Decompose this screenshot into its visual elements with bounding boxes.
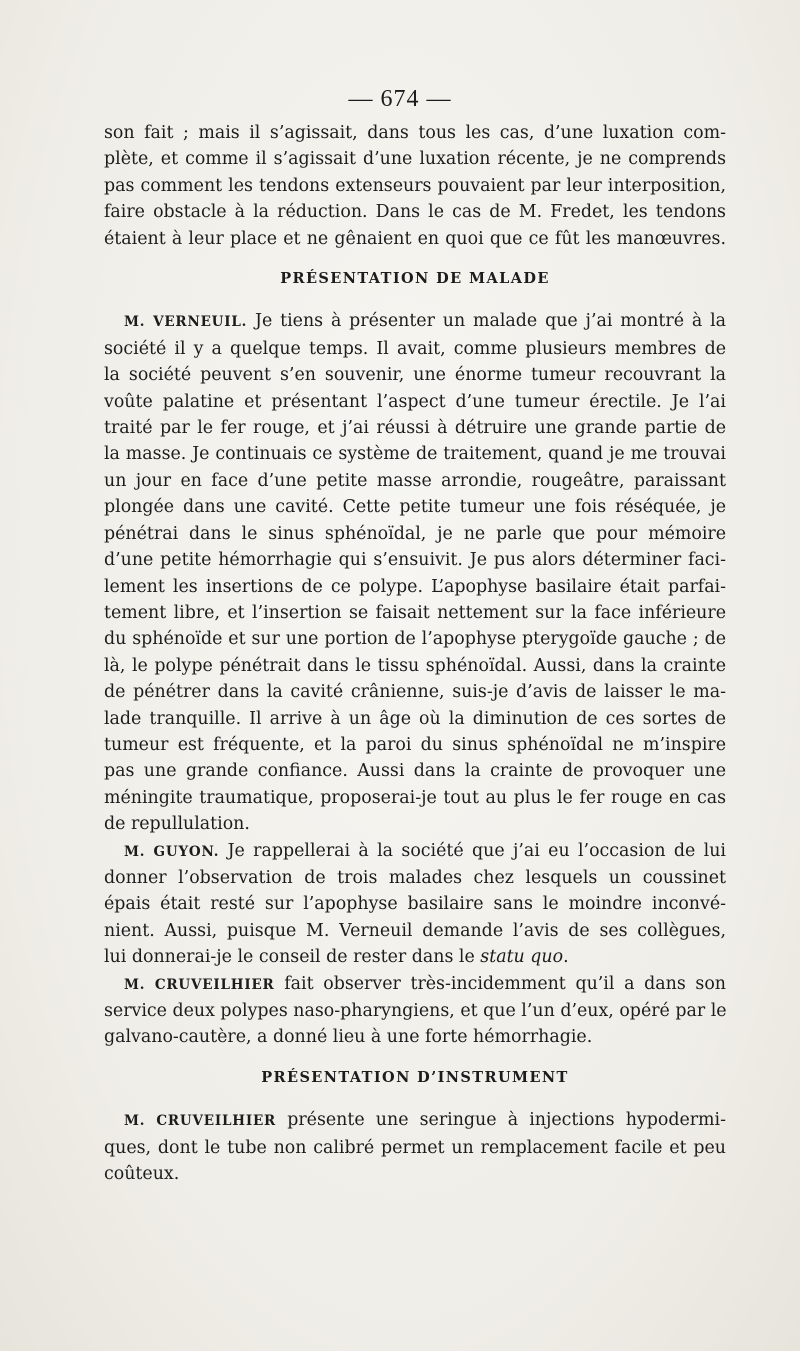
page-number: — 674 — [348, 86, 452, 112]
text-line: tement libre, et l’insertion se faisait nettement sur la face inférieure [104, 602, 726, 623]
paragraph-cruveilhier-1 [104, 971, 726, 1051]
text-line: coûteux. [104, 1164, 180, 1185]
text-line: tumeur est fréquente, et la paroi du sinus sphénoïdal ne m’inspire [104, 734, 726, 755]
text-line: lement les insertions de ce polype. L’apophyse basilaire était parfai- [104, 576, 726, 597]
text-line: son fait ; mais il s’agissait, dans tous les cas, d’une luxation com- [104, 123, 726, 143]
section-heading-malade: PRÉSENTATION DE MALADE [280, 270, 550, 288]
paragraph-guyon [104, 838, 726, 971]
text-line: M. CRUVEILHIER présente une seringue à injections hypodermi- [124, 1110, 726, 1131]
text-line: faire obstacle à la réduction. Dans le cas de M. Fredet, les tendons [104, 202, 726, 223]
text-line: pas une grande confiance. Aussi dans la crainte de provoquer une [104, 761, 726, 782]
italic-phrase: statu quo [480, 947, 564, 968]
text-line: pas comment les tendons extenseurs pouvaient par leur interposition, [104, 175, 726, 196]
page-body [104, 120, 726, 1187]
text-line: la masse. Je continuais ce système de traitement, quand je me trouvai [104, 444, 726, 465]
text-line: plète, et comme il s’agissait d’une luxation récente, je ne comprends [104, 149, 726, 170]
text-line: voûte palatine et présentant l’aspect d’une tumeur érectile. Je l’ai [104, 391, 726, 412]
text-line: de repullulation. [104, 814, 250, 835]
speaker-name: M. CRUVEILHIER [124, 1113, 277, 1130]
text-line: société il y a quelque temps. Il avait, comme plusieurs membres de [104, 338, 726, 359]
text-line: d’une petite hémorrhagie qui s’ensuivit. Je pus alors déterminer faci- [104, 550, 726, 571]
text-line: galvano-cautère, a donné lieu à une forte hémorrhagie. [104, 1027, 593, 1048]
paragraph-cruveilhier-2 [104, 1107, 726, 1187]
text-line: donner l’observation de trois malades chez lesquels un coussinet [104, 867, 726, 888]
text-line: traité par le fer rouge, et j’ai réussi à détruire une grande partie de [104, 418, 726, 439]
text-line: ques, dont le tube non calibré permet un remplacement facile et peu [104, 1137, 726, 1158]
text-line: M. CRUVEILHIER fait observer très-incidemment qu’il a dans son [124, 973, 726, 994]
text-line: M. GUYON. Je rappellerai à la société que j’ai eu l’occasion de lui [124, 840, 726, 861]
text-line: lui donnerai-je le conseil de rester dans le statu quo. [104, 947, 569, 968]
text-line: nient. Aussi, puisque M. Verneuil demande l’avis de ses collègues, [104, 920, 726, 941]
speaker-name: M. GUYON. [124, 843, 220, 860]
speaker-name: M. VERNEUIL. [124, 314, 248, 331]
text-line: étaient à leur place et ne gênaient en quoi que ce fût les manœuvres. [104, 228, 726, 249]
text-line: plongée dans une cavité. Cette petite tumeur une fois réséquée, je [104, 497, 726, 518]
text-line: de pénétrer dans la cavité crânienne, suis-je d’avis de laisser le ma- [104, 682, 726, 703]
section-heading-instrument: PRÉSENTATION D’INSTRUMENT [261, 1068, 569, 1086]
text-line: un jour en face d’une petite masse arrondie, rougeâtre, paraissant [104, 470, 726, 491]
text-line: pénétrai dans le sinus sphénoïdal, je ne parle que pour mémoire [104, 523, 726, 544]
text-line: service deux polypes naso-pharyngiens, et que l’un d’eux, opéré par le [104, 1001, 727, 1021]
text-line: méningite traumatique, proposerai-je tout au plus le fer rouge en cas [104, 787, 726, 808]
text-line: M. VERNEUIL. Je tiens à présenter un malade que j’ai montré à la [124, 311, 727, 332]
text-line: là, le polype pénétrait dans le tissu sphénoïdal. Aussi, dans la crainte [104, 655, 726, 676]
speaker-name: M. CRUVEILHIER [124, 976, 275, 993]
text-line: épais était resté sur l’apophyse basilaire sans le moindre inconvé- [104, 894, 726, 915]
text-line: lade tranquille. Il arrive à un âge où la diminution de ces sortes de [104, 708, 726, 729]
text-line: la société peuvent s’en souvenir, une énorme tumeur recouvrant la [104, 365, 726, 386]
paragraph-continued [104, 120, 726, 252]
text-line: du sphénoïde et sur une portion de l’apophyse pterygoïde gauche ; de [104, 629, 726, 650]
paragraph-verneuil [104, 308, 726, 837]
